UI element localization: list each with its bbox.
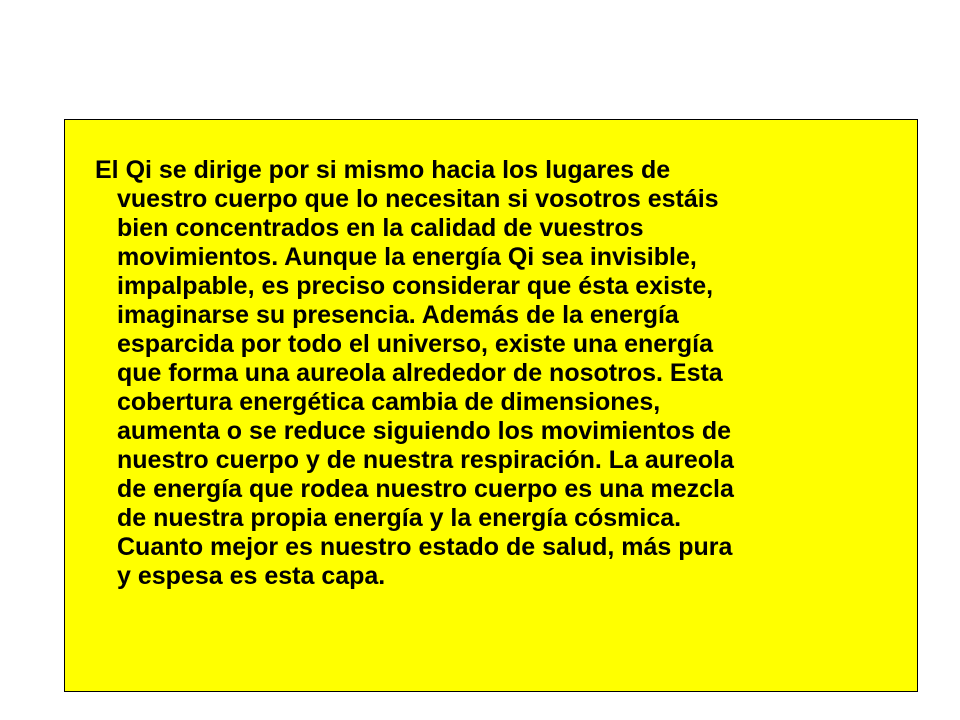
paragraph-line: movimientos. Aunque la energía Qi sea invisible,: [117, 243, 697, 271]
paragraph-line: Cuanto mejor es nuestro estado de salud, más pura: [117, 533, 733, 561]
paragraph-line: que forma una aureola alrededor de nosotros. Esta: [117, 359, 723, 387]
paragraph-line: y espesa es esta capa.: [117, 562, 386, 590]
paragraph-line: impalpable, es preciso considerar que ésta existe,: [117, 272, 714, 300]
paragraph-line: cobertura energética cambia de dimensiones,: [117, 388, 661, 416]
paragraph-line: nuestro cuerpo y de nuestra respiración. La aureola: [117, 446, 734, 474]
paragraph-line: imaginarse su presencia. Además de la energía: [117, 301, 679, 329]
body-paragraph: [95, 156, 915, 591]
paragraph-line: esparcida por todo el universo, existe una energía: [117, 330, 714, 358]
paragraph-line: de nuestra propia energía y la energía cósmica.: [117, 504, 682, 532]
paragraph-line: aumenta o se reduce siguiendo los movimientos de: [117, 417, 732, 445]
paragraph-line: de energía que rodea nuestro cuerpo es una mezcla: [117, 475, 734, 503]
paragraph-line: bien concentrados en la calidad de vuestros: [117, 214, 644, 242]
paragraph-line: vuestro cuerpo que lo necesitan si vosotros estáis: [117, 185, 719, 213]
paragraph-line: El Qi se dirige por si mismo hacia los lugares de: [95, 156, 671, 184]
